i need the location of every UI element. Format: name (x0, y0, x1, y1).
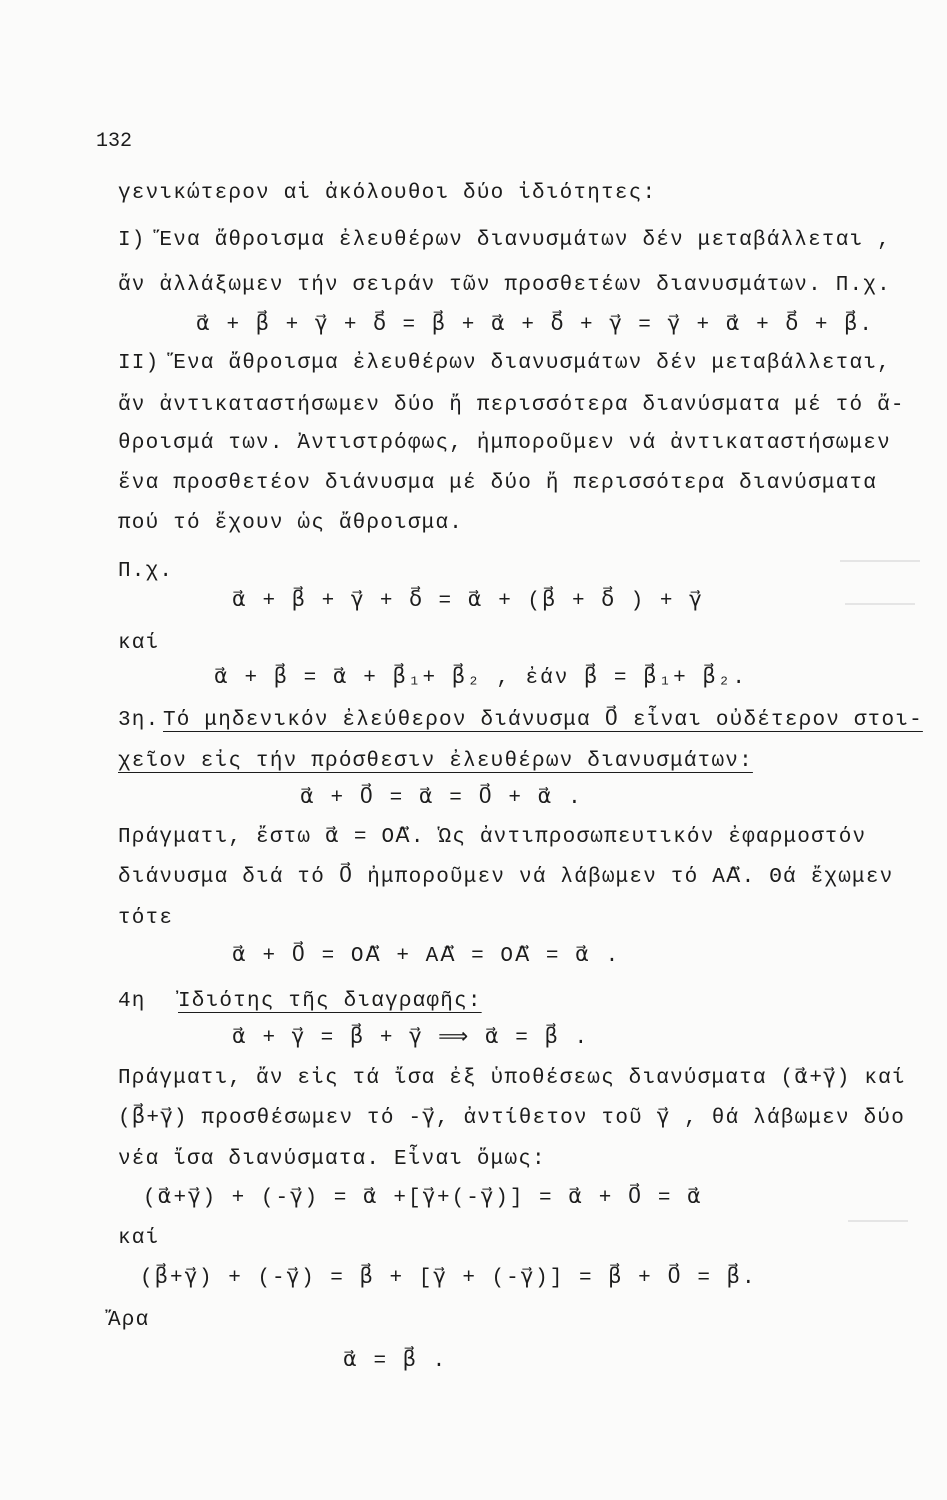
text-line: καί (118, 1227, 160, 1250)
text-line: τότε (118, 907, 174, 930)
text-line: Ἄρα (108, 1309, 150, 1332)
equation: α⃗ + 0⃗ = α⃗ = 0⃗ + α⃗ . (300, 787, 583, 810)
show-through-mark (845, 603, 915, 605)
text-line: γενικώτερον αἱ ἀκόλουθοι δύο ἰδιότητες: (118, 182, 657, 205)
property-3-heading-cont: χεῖον εἰς τήν πρόσθεσιν ἐλευθέρων διανυσμάτων: (118, 750, 753, 773)
text-line: διάνυσμα διά τό 0⃗ ἠμποροῦμεν νά λάβωμεν τό ΑΑ⃗. Θά ἔχωμεν (118, 866, 894, 889)
text-line: ἕνα προσθετέον διάνυσμα μέ δύο ἤ περισσότερα διανύσματα (118, 472, 878, 495)
text-line: ἄν ἀλλάξωμεν τήν σειράν τῶν προσθετέων διανυσμάτων. Π.χ. (118, 274, 891, 297)
property-3-heading: Τό μηδενικόν ἐλεύθερον διάνυσμα 0⃗ εἶναι οὐδέτερον στοι- (163, 709, 923, 732)
equation: (β⃗+γ⃗) + (-γ⃗) = β⃗ + [γ⃗ + (-γ⃗)] = β⃗ + 0⃗ = β⃗. (140, 1267, 757, 1290)
text-line: ἄν ἀντικαταστήσωμεν δύο ἤ περισσότερα διανύσματα μέ τό ἄ- (118, 394, 905, 417)
text-line: πού τό ἔχουν ὡς ἄθροισμα. (118, 512, 464, 535)
equation: α⃗ + 0⃗ = ΟΑ⃗ + ΑΑ⃗ = ΟΑ⃗ = α⃗ . (232, 945, 621, 968)
text-line: καί (118, 632, 160, 655)
equation: α⃗ + γ⃗ = β⃗ + γ⃗ ⟹ α⃗ = β⃗ . (232, 1027, 590, 1050)
property-3-number: 3η. (118, 709, 160, 732)
equation: α⃗ + β⃗ + γ⃗ + δ⃗ = α⃗ + (β⃗ + δ⃗ ) + γ⃗ (232, 590, 704, 613)
text-line: (β⃗+γ⃗) προσθέσωμεν τό -γ⃗, ἀντίθετον τοῦ γ⃗ , θά λάβωμεν δύο (118, 1107, 905, 1130)
show-through-mark (840, 560, 920, 562)
text-line: νέα ἴσα διανύσματα. Εἶναι ὅμως: (118, 1148, 546, 1171)
text-line: Π.χ. (118, 560, 174, 583)
property-4-number: 4η (118, 990, 146, 1013)
equation: (α⃗+γ⃗) + (-γ⃗) = α⃗ +[γ⃗+(-γ⃗)] = α⃗ + 0⃗ = α⃗ (143, 1187, 703, 1210)
property-4-heading: Ἰδιότης τῆς διαγραφῆς: (178, 990, 482, 1013)
equation: α⃗ = β⃗ . (343, 1350, 448, 1373)
text-line: θροισμά των. Ἀντιστρόφως, ἠμποροῦμεν νά ἀντικαταστήσωμεν (118, 432, 891, 455)
text-line: Πράγματι, ἔστω α⃗ = ΟΑ⃗. Ὡς ἀντιπροσωπευτικόν ἐφαρμοστόν (118, 826, 867, 849)
property-2-heading: II) Ἕνα ἄθροισμα ἐλευθέρων διανυσμάτων δέν μεταβάλλεται, (118, 352, 891, 375)
equation: α⃗ + β⃗ + γ⃗ + δ⃗ = β⃗ + α⃗ + δ⃗ + γ⃗ = γ⃗ + α⃗ + δ⃗ + β⃗. (196, 314, 875, 337)
equation: α⃗ + β⃗ = α⃗ + β⃗₁+ β⃗₂ , ἐάν β⃗ = β⃗₁+ β⃗₂. (214, 667, 747, 690)
page-number: 132 (96, 130, 133, 153)
show-through-mark (848, 1220, 908, 1222)
property-1-heading: I) Ἕνα ἄθροισμα ἐλευθέρων διανυσμάτων δέν μεταβάλλεται , (118, 229, 891, 252)
text-line: Πράγματι, ἄν εἰς τά ἴσα ἐξ ὑποθέσεως διανύσματα (α⃗+γ⃗) καί (118, 1067, 906, 1090)
